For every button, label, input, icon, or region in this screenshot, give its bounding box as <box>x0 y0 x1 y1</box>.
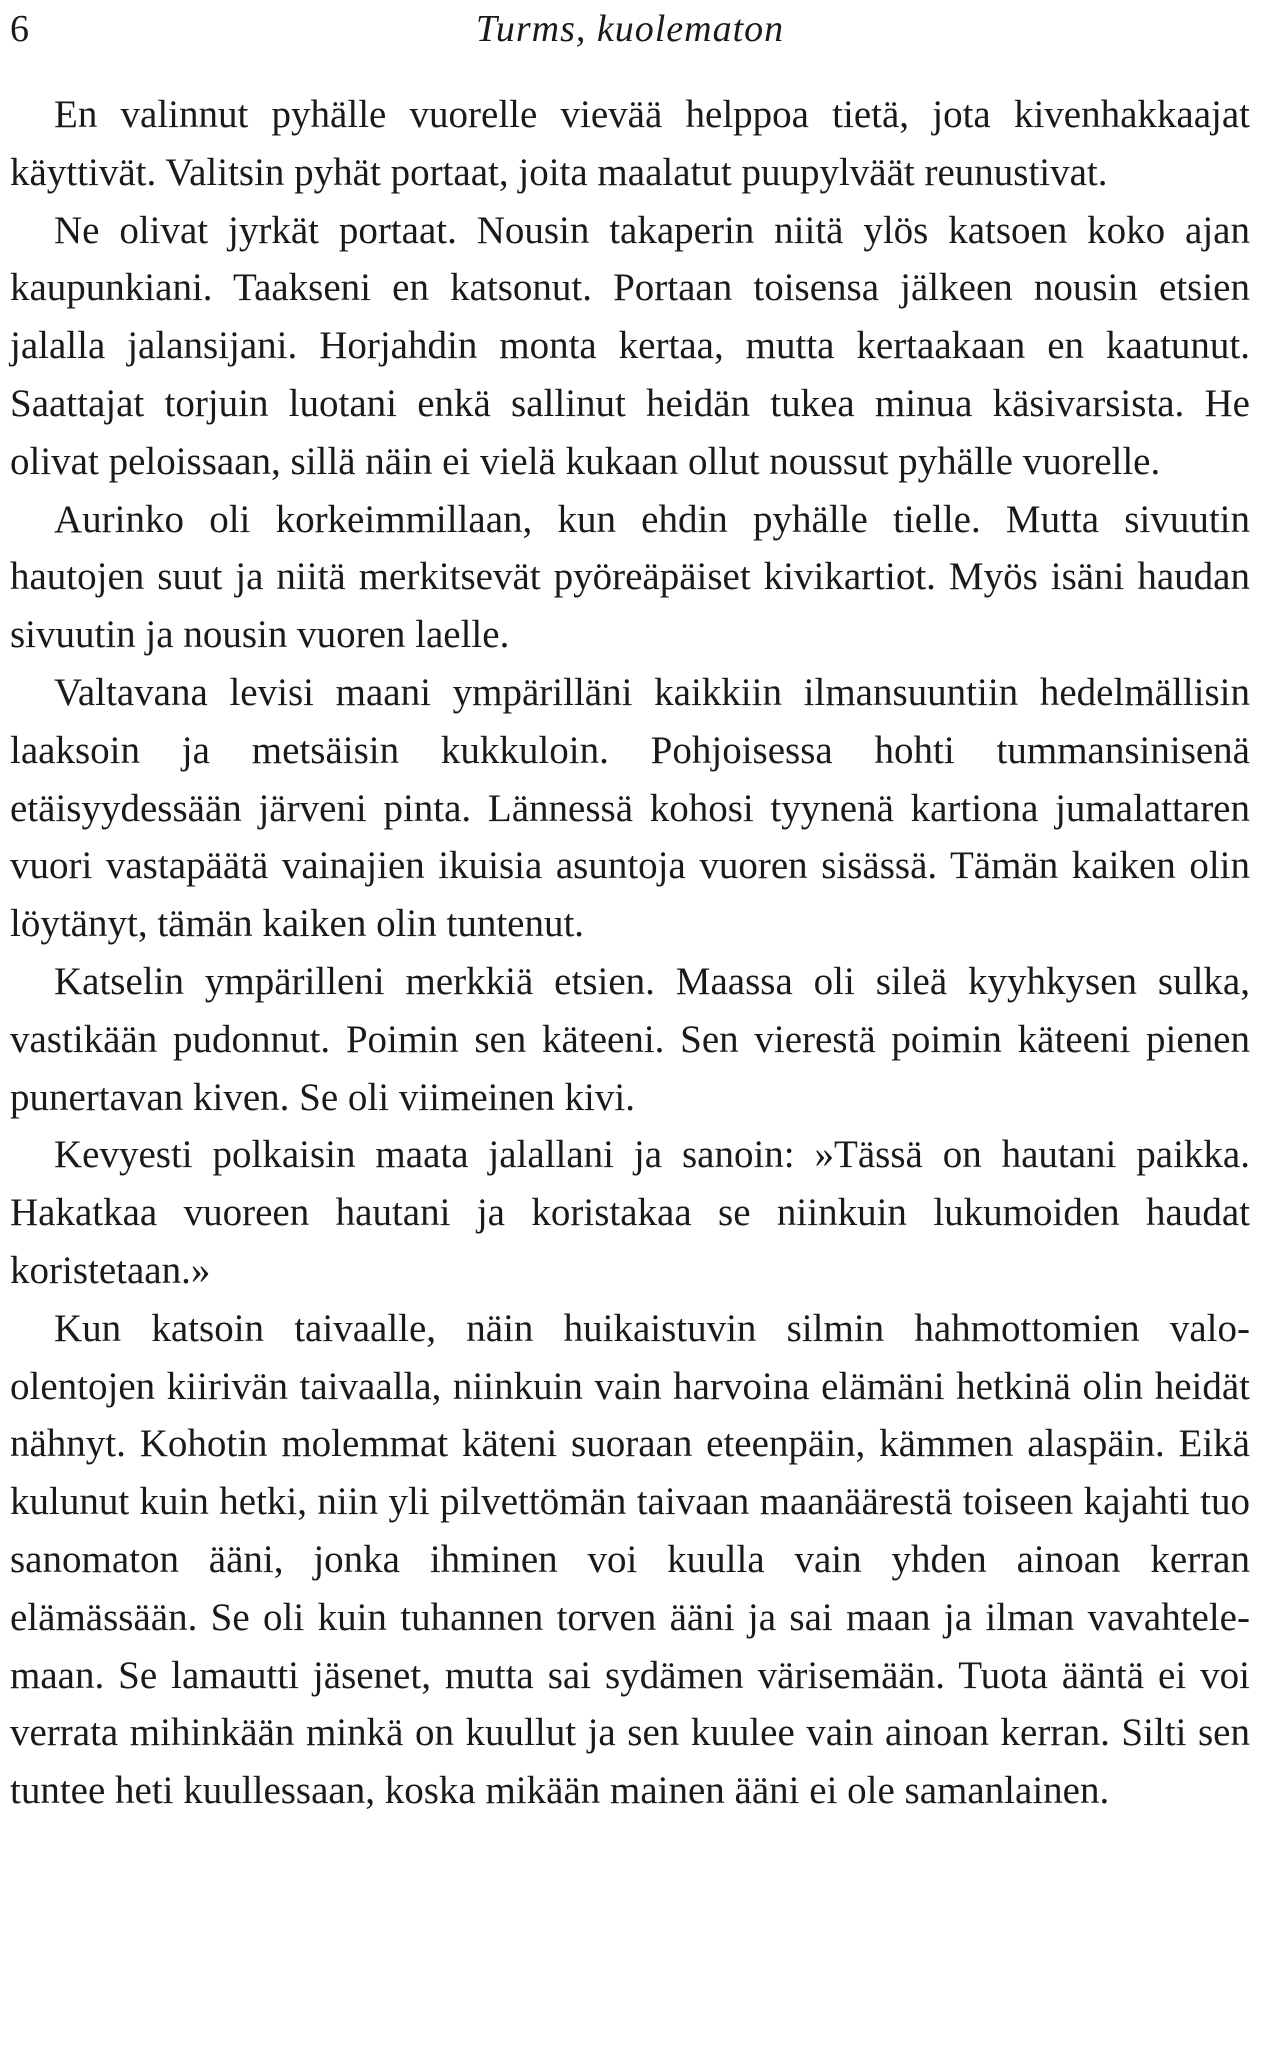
paragraph: Aurinko oli korkeimmillaan, kun ehdin pyhälle tielle. Mutta sivuutin hautojen suut ja niitä merkitsevät pyöreäpäiset kivikartiot. Myös isäni haudan sivuutin ja nousin vuoren laelle. <box>10 497 1250 657</box>
paragraph: En valinnut pyhälle vuorelle vievää helppoa tietä, jota kivenhakkaajat käyttivät. Valitsin pyhät portaat, joita maalatut puupylväät reunustivat. <box>10 93 1250 194</box>
paragraph: Kun katsoin taivaalle, näin huikaistuvin silmin hahmottomien valo-olentojen kiirivän taivaalla, niinkuin vain harvoina elämäni hetkinä olin heidät nähnyt. Kohotin molemmat käteni suoraan eteenpäin, kämmen alaspäin. Eikä kulunut kuin hetki, niin yli pilvettömän taivaan maanäärestä toiseen kajahti tuo sanomaton ääni, jonka ihminen voi kuulla vain yhden ainoan kerran elämässään. Se oli kuin tuhannen torven ääni ja sai maan ja ilman vavahtelemaan. Se lamautti jäsenet, mutta sai sydämen värisemään. Tuota ääntä ei voi verrata mihinkään minkä on kuullut ja sen kuulee vain ainoan kerran. Silti sen tuntee heti kuullessaan, koska mikään mainen ääni ei ole samanlainen. <box>10 1306 1250 1813</box>
paragraph: Katselin ympärilleni merkkiä etsien. Maassa oli sileä kyyhkysen sulka, vastikään pudonnut. Poimin sen käteeni. Sen vierestä poimin käteeni pienen punertavan kiven. Se oli viimeinen kivi. <box>10 959 1250 1119</box>
body-text <box>10 86 1250 1820</box>
page-header <box>10 0 1250 58</box>
running-title: Turms, kuolematon <box>475 8 785 50</box>
paragraph: Kevyesti polkaisin maata jalallani ja sanoin: »Tässä on hautani paikka. Hakatkaa vuoreen hautani ja koristakaa se niinkuin lukumoiden haudat koristetaan.» <box>10 1133 1250 1292</box>
book-page <box>10 0 1250 1820</box>
paragraph: Valtavana levisi maani ympärilläni kaikkiin ilmansuuntiin hedelmällisin laaksoin ja metsäisin kukkuloin. Pohjoisessa hohti tummansinisenä etäisyydessään järveni pinta. Lännessä kohosi tyynenä kartiona jumalattaren vuori vastapäätä vainajien ikuisia asuntoja vuoren sisässä. Tämän kaiken olin löytänyt, tämän kaiken olin tuntenut. <box>10 670 1250 946</box>
page-number: 6 <box>10 8 29 50</box>
paragraph: Ne olivat jyrkät portaat. Nousin takaperin niitä ylös katsoen koko ajan kaupunkiani. Taakseni en katsonut. Portaan toisensa jälkeen nousin etsien jalalla jalansijani. Horjahdin monta kertaa, mutta kertaakaan en kaatunut. Saattajat torjuin luotani enkä sallinut heidän tukea minua käsivarsista. He olivat peloissaan, sillä näin ei vielä kukaan ollut noussut pyhälle vuorelle. <box>10 208 1250 483</box>
